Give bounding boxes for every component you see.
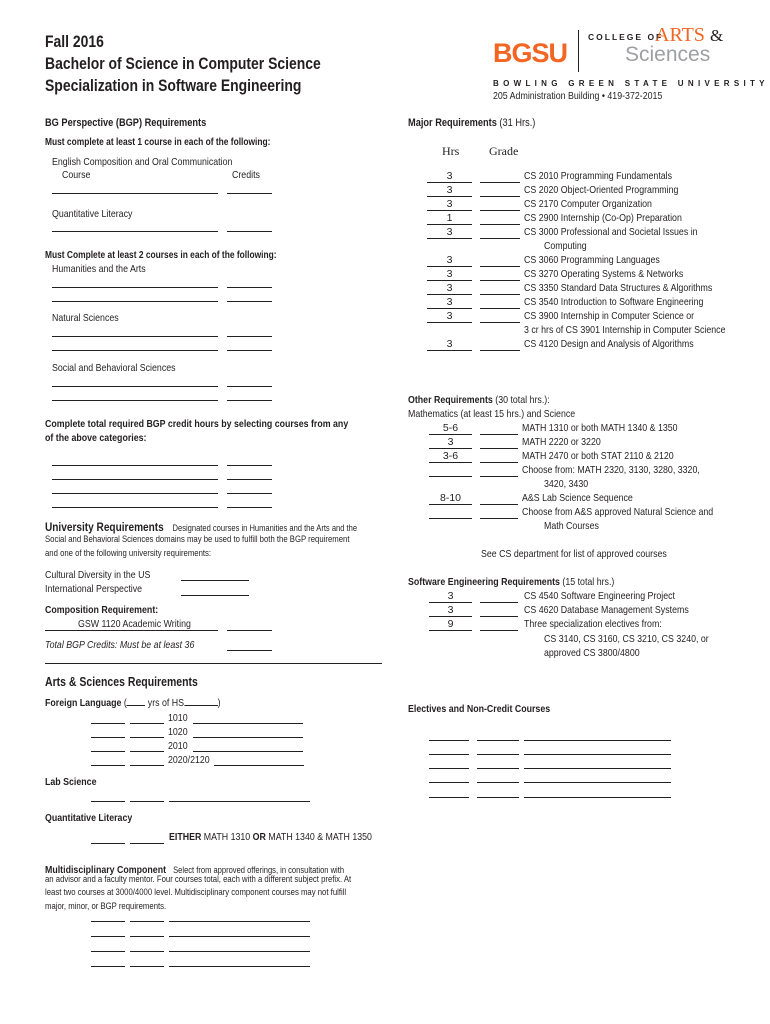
humanities-course-line-1[interactable] [52, 287, 218, 288]
lab-grade-line[interactable] [130, 801, 164, 802]
major-course-continuation: 3 cr hrs of CS 3901 Internship in Computer Science [524, 324, 726, 336]
elective-grade-line[interactable] [477, 740, 519, 741]
other-req-hrs: 3-6 [442, 450, 459, 462]
fl-grade-line[interactable] [130, 751, 164, 752]
elective-hrs-line[interactable] [429, 740, 469, 741]
multi-course-line[interactable] [169, 921, 310, 922]
lab-course-line[interactable] [169, 801, 310, 802]
major-course-hrs: 3 [446, 282, 453, 294]
se-hrs-line [429, 616, 472, 617]
fl-course-line[interactable] [193, 723, 303, 724]
major-course-hrs: 3 [446, 310, 453, 322]
major-course-name: CS 3900 Internship in Computer Science or [524, 310, 695, 322]
se-req-hrs: 3 [447, 604, 454, 616]
major-course-name: CS 2020 Object-Oriented Programming [524, 184, 679, 196]
se-req-name: CS 4620 Database Management Systems [524, 604, 689, 616]
as-heading: Arts & Sciences Requirements [45, 675, 198, 689]
multi-hrs-line[interactable] [91, 951, 125, 952]
cultural-diversity-label: Cultural Diversity in the US [45, 569, 151, 581]
major-course-continuation: Computing [544, 240, 587, 252]
university-req-desc-2: Social and Behavioral Sciences domains may be used to fulfill both the BGP requirement [45, 534, 350, 544]
bgsu-logo-text [493, 38, 567, 69]
other-grade-line[interactable] [480, 476, 518, 477]
foreign-language-label: Foreign Language [45, 697, 122, 709]
major-grade-line[interactable] [480, 308, 520, 309]
multi-grade-line[interactable] [130, 936, 164, 937]
elective-grade-line[interactable] [477, 782, 519, 783]
multi-hrs-line[interactable] [91, 921, 125, 922]
se-grade-line[interactable] [480, 602, 518, 603]
multi-course-line[interactable] [169, 951, 310, 952]
quant-category: Quantitative Literacy [52, 208, 133, 220]
bgp-heading: BG Perspective (BGP) Requirements [45, 117, 207, 129]
other-hrs-line [429, 504, 472, 505]
other-req-hrs: 8-10 [439, 492, 461, 504]
major-course-name: CS 3540 Introduction to Software Engineering [524, 296, 704, 308]
multi-desc-3: least two courses at 3000/4000 level. Multidisciplinary component courses may not fulfill [45, 887, 347, 897]
natural-credits-line-1[interactable] [227, 336, 272, 337]
other-grade-line[interactable] [480, 448, 518, 449]
major-grade-line[interactable] [480, 238, 520, 239]
other-hours: (30 total hrs.): [495, 394, 550, 406]
other-req-name: Choose from A&S approved Natural Science and [522, 506, 714, 518]
university-req-heading: University Requirements [45, 520, 164, 534]
major-heading: Major Requirements [408, 117, 497, 129]
major-grade-line[interactable] [480, 182, 520, 183]
multi-grade-line[interactable] [130, 966, 164, 967]
total-course-line-1[interactable] [52, 465, 218, 466]
multi-grade-line[interactable] [130, 951, 164, 952]
gsw-course: GSW 1120 Academic Writing [78, 618, 191, 630]
other-hrs-line [429, 448, 472, 449]
address-line: 205 Administration Building • 419-372-2015 [493, 90, 663, 102]
fl-hrs-line[interactable] [91, 751, 125, 752]
major-course-hrs: 3 [446, 184, 453, 196]
multi-heading: Multidisciplinary Component [45, 864, 167, 876]
se-electives-2: approved CS 3800/4800 [544, 647, 640, 659]
foreign-close-paren: ) [217, 697, 221, 709]
multi-desc-2: an advisor and a faculty mentor. Four courses total, each with a different subject prefix. At [45, 874, 352, 884]
grade-column-label: Grade [489, 144, 519, 158]
major-hrs-line [427, 182, 472, 183]
electives-heading: Electives and Non-Credit Courses [408, 703, 551, 715]
major-course-hrs: 3 [446, 268, 453, 280]
other-grade-line[interactable] [480, 434, 518, 435]
humanities-credits-line-1[interactable] [227, 287, 272, 288]
bgsu-wordmark: BGSU [493, 38, 568, 68]
foreign-yrs-hs: yrs of HS [147, 697, 185, 709]
elective-course-line[interactable] [524, 782, 671, 783]
fl-course-line[interactable] [193, 737, 303, 738]
major-course-name: CS 2170 Computer Organization [524, 198, 652, 210]
other-req-hrs: 5-6 [442, 422, 459, 434]
other-grade-line[interactable] [480, 462, 518, 463]
other-req-name: MATH 2470 or both STAT 2110 & 2120 [522, 450, 674, 462]
degree-title: Bachelor of Science in Computer Science [45, 54, 321, 73]
as-quant-hrs-line[interactable] [91, 843, 125, 844]
other-req-name: Choose from: MATH 2320, 3130, 3280, 3320, [522, 464, 700, 476]
foreign-open-paren: ( [123, 697, 127, 709]
major-hrs-line [427, 350, 472, 351]
elective-hrs-line[interactable] [429, 797, 469, 798]
se-heading: Software Engineering Requirements [408, 576, 560, 588]
se-hours: (15 total hrs.) [562, 576, 615, 588]
major-course-name: CS 3270 Operating Systems & Networks [524, 268, 684, 280]
multi-grade-line[interactable] [130, 921, 164, 922]
fl-course-number: 1020 [168, 726, 188, 738]
major-grade-line[interactable] [480, 196, 520, 197]
college-of-text: COLLEGE OF [588, 32, 664, 42]
se-heading-row [408, 576, 614, 588]
other-hrs-line [429, 476, 472, 477]
fl-grade-line[interactable] [130, 765, 164, 766]
major-hrs-line [427, 224, 472, 225]
lab-science-label: Lab Science [45, 776, 97, 788]
university-req-desc-1: Designated courses in Humanities and the Arts and the [172, 523, 358, 533]
bgp-must-two: Must Complete at least 2 courses in each of the following: [45, 250, 277, 261]
other-hrs-line [429, 434, 472, 435]
fl-grade-line[interactable] [130, 737, 164, 738]
major-course-hrs: 1 [446, 212, 453, 224]
total-course-line-2[interactable] [52, 479, 218, 480]
math-science-line: Mathematics (at least 15 hrs.) and Science [408, 408, 576, 420]
major-hrs-line [427, 196, 472, 197]
math-1310-text: MATH 1310 [203, 831, 251, 843]
english-category: English Composition and Oral Communication [52, 156, 233, 168]
natural-course-line-2[interactable] [52, 350, 218, 351]
humanities-category: Humanities and the Arts [52, 263, 146, 275]
major-course-name: CS 4120 Design and Analysis of Algorithms [524, 338, 694, 350]
se-req-hrs: 3 [447, 590, 454, 602]
major-course-name: CS 2900 Internship (Co-Op) Preparation [524, 212, 682, 224]
other-req-name: MATH 2220 or 3220 [522, 436, 601, 448]
major-course-hrs: 3 [446, 296, 453, 308]
se-req-hrs: 9 [447, 618, 454, 630]
fl-grade-line[interactable] [130, 723, 164, 724]
elective-hrs-line[interactable] [429, 782, 469, 783]
english-course-line[interactable] [52, 193, 218, 194]
or-text: OR [252, 831, 266, 843]
other-req-name: MATH 1310 or both MATH 1340 & 1350 [522, 422, 678, 434]
major-grade-line[interactable] [480, 210, 520, 211]
section-divider [45, 663, 382, 664]
major-hours: (31 Hrs.) [499, 117, 536, 129]
social-credits-line-2[interactable] [227, 400, 272, 401]
total-course-line-4[interactable] [52, 507, 218, 508]
elective-course-line[interactable] [524, 768, 671, 769]
fl-hrs-line[interactable] [91, 765, 125, 766]
total-credits-line-4[interactable] [227, 507, 272, 508]
gsw-line [45, 630, 218, 631]
logo-divider [578, 30, 579, 72]
as-quant-label: Quantitative Literacy [45, 812, 133, 824]
major-grade-line[interactable] [480, 350, 520, 351]
international-perspective-line[interactable] [181, 595, 249, 596]
social-category: Social and Behavioral Sciences [52, 362, 176, 374]
natural-course-line-1[interactable] [52, 336, 218, 337]
natural-credits-line-2[interactable] [227, 350, 272, 351]
university-req-desc-3: and one of the following university requirements: [45, 548, 212, 558]
humanities-credits-line-2[interactable] [227, 301, 272, 302]
fl-course-number: 2010 [168, 740, 188, 752]
other-heading-row [408, 394, 550, 406]
other-req-name: A&S Lab Science Sequence [522, 492, 633, 504]
major-hrs-line [427, 210, 472, 211]
credits-label: Credits [232, 169, 260, 181]
multi-desc-4: major, minor, or BGP requirements. [45, 901, 167, 911]
major-grade-line[interactable] [480, 224, 520, 225]
major-course-hrs: 3 [446, 338, 453, 350]
other-hrs-line [429, 518, 472, 519]
math-1340-text: MATH 1340 & MATH 1350 [268, 831, 372, 843]
elective-course-line[interactable] [524, 740, 671, 741]
major-course-hrs: 3 [446, 254, 453, 266]
total-bgp-line[interactable] [227, 650, 272, 651]
social-course-line-2[interactable] [52, 400, 218, 401]
humanities-course-line-2[interactable] [52, 301, 218, 302]
multi-course-line[interactable] [169, 936, 310, 937]
fl-hrs-line[interactable] [91, 723, 125, 724]
fl-course-line[interactable] [214, 765, 304, 766]
major-grade-line[interactable] [480, 294, 520, 295]
lab-hrs-line[interactable] [91, 801, 125, 802]
elective-grade-line[interactable] [477, 768, 519, 769]
other-grade-line[interactable] [480, 518, 518, 519]
other-req-hrs: 3 [447, 436, 454, 448]
major-course-name: CS 3000 Professional and Societal Issues in [524, 226, 698, 238]
major-hrs-line [427, 266, 472, 267]
elective-course-line[interactable] [524, 754, 671, 755]
multi-desc-1: Select from approved offerings, in consultation with [173, 865, 345, 875]
se-electives-1: CS 3140, CS 3160, CS 3210, CS 3240, or [544, 633, 709, 645]
multi-course-line[interactable] [169, 966, 310, 967]
other-req-continuation: 3420, 3430 [544, 478, 589, 490]
specialization-title: Specialization in Software Engineering [45, 76, 302, 95]
major-hrs-line [427, 322, 472, 323]
other-req-continuation: Math Courses [544, 520, 599, 532]
ampersand-text: & [710, 26, 724, 45]
total-credits-line-1[interactable] [227, 465, 272, 466]
university-name: BOWLING GREEN STATE UNIVERSITY [493, 79, 769, 88]
arts-text: ARTS [655, 24, 705, 46]
term-title: Fall 2016 [45, 32, 104, 51]
cultural-diversity-line[interactable] [181, 580, 249, 581]
major-hrs-line [427, 238, 472, 239]
quant-course-line[interactable] [52, 231, 218, 232]
sciences-text: Sciences [625, 43, 711, 66]
major-hrs-line [427, 294, 472, 295]
major-course-hrs: 3 [446, 198, 453, 210]
fl-course-number: 1010 [168, 712, 188, 724]
major-heading-row [408, 117, 535, 129]
complete-total-line-2: of the above categories: [45, 432, 147, 444]
foreign-language-row [45, 697, 221, 709]
elective-hrs-line[interactable] [429, 768, 469, 769]
elective-hrs-line[interactable] [429, 754, 469, 755]
se-req-name: CS 4540 Software Engineering Project [524, 590, 676, 602]
as-quant-options [169, 831, 372, 843]
international-perspective-label: International Perspective [45, 583, 143, 595]
as-quant-grade-line[interactable] [130, 843, 164, 844]
se-grade-line[interactable] [480, 616, 518, 617]
se-req-name: Three specialization electives from: [524, 618, 662, 630]
other-heading: Other Requirements [408, 394, 493, 406]
major-hrs-line [427, 280, 472, 281]
major-grade-line[interactable] [480, 280, 520, 281]
multi-hrs-line[interactable] [91, 936, 125, 937]
elective-grade-line[interactable] [477, 754, 519, 755]
elective-grade-line[interactable] [477, 797, 519, 798]
hs-years-line[interactable] [127, 705, 145, 706]
course-label: Course [62, 169, 91, 181]
quant-credits-line[interactable] [227, 231, 272, 232]
total-credits-line-2[interactable] [227, 479, 272, 480]
complete-total-line-1: Complete total required BGP credit hours by selecting courses from any [45, 418, 349, 430]
gsw-credits-line[interactable] [227, 630, 272, 631]
hs-language-line[interactable] [184, 705, 218, 706]
se-hrs-line [429, 630, 472, 631]
multi-hrs-line[interactable] [91, 966, 125, 967]
social-credits-line-1[interactable] [227, 386, 272, 387]
fl-course-line[interactable] [193, 751, 303, 752]
see-cs-note: See CS department for list of approved courses [481, 548, 667, 560]
other-hrs-line [429, 462, 472, 463]
natural-category: Natural Sciences [52, 312, 119, 324]
hrs-column-label: Hrs [442, 144, 460, 158]
english-credits-line[interactable] [227, 193, 272, 194]
total-bgp-label: Total BGP Credits: Must be at least 36 [45, 639, 195, 651]
either-text: EITHER [169, 831, 202, 843]
major-course-name: CS 3060 Programming Languages [524, 254, 660, 266]
major-grade-line[interactable] [480, 322, 520, 323]
se-hrs-line [429, 602, 472, 603]
major-course-hrs: 3 [446, 170, 453, 182]
major-course-name: CS 2010 Programming Fundamentals [524, 170, 673, 182]
major-course-hrs: 3 [446, 226, 453, 238]
fl-hrs-line[interactable] [91, 737, 125, 738]
elective-course-line[interactable] [524, 797, 671, 798]
fl-course-number: 2020/2120 [168, 754, 210, 766]
total-credits-line-3[interactable] [227, 493, 272, 494]
other-grade-line[interactable] [480, 504, 518, 505]
major-hrs-line [427, 308, 472, 309]
composition-heading: Composition Requirement: [45, 604, 159, 616]
major-grade-line[interactable] [480, 266, 520, 267]
total-course-line-3[interactable] [52, 493, 218, 494]
social-course-line-1[interactable] [52, 386, 218, 387]
bgp-must-one: Must complete at least 1 course in each of the following: [45, 137, 271, 148]
major-course-name: CS 3350 Standard Data Structures & Algorithms [524, 282, 713, 294]
se-grade-line[interactable] [480, 630, 518, 631]
